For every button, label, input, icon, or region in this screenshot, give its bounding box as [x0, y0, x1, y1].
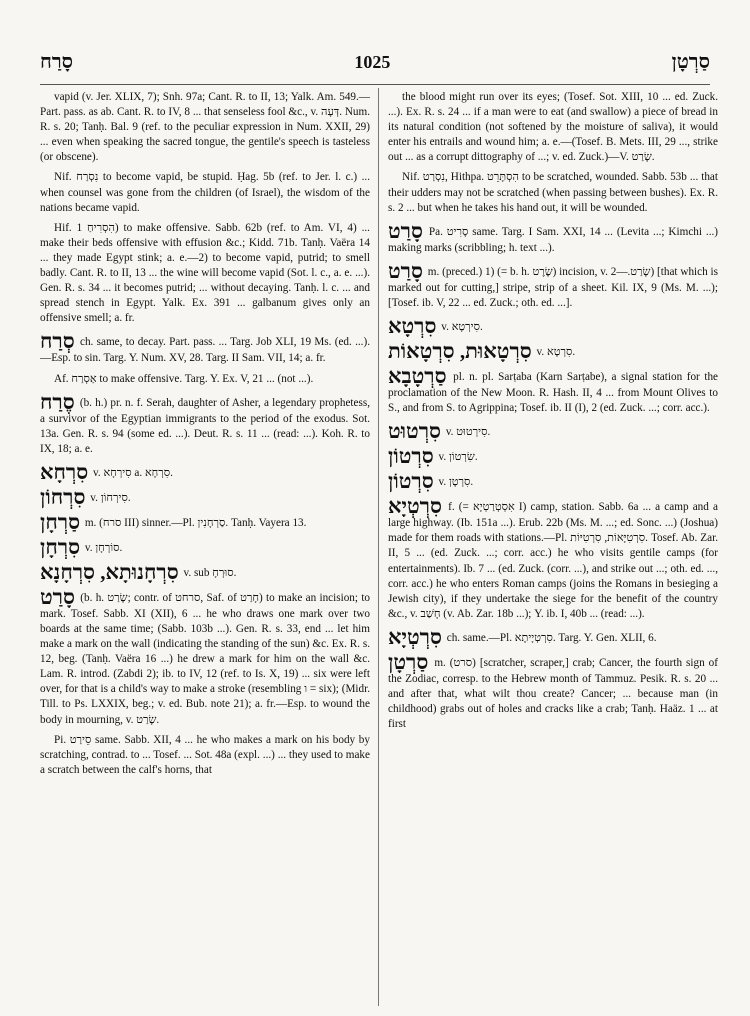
dictionary-entry — [388, 419, 718, 444]
column-divider — [378, 88, 379, 1006]
dictionary-entry — [40, 584, 370, 728]
entry-definition: v. סִירְטוּט. — [445, 426, 491, 439]
dictionary-entry — [388, 444, 718, 469]
entry-definition: f. (= אִסְטְרַטְיָא I) camp, station. Sabb. 6a ... a camp and a large highway. (Ib. 151a ...). Erub. 22b (Ms. M. ...; ed. Sonc. ...) (Joshua) made for them roads with stations.—Pl. סִרְטִיָּאוֹת, סִרְטִיּוֹת. Tosef. Ab. Zar. II, 5 ... (ed. Zuck. ...; corr. acc.) he who visits gentile camps (for entertainments). Ib. 7 ... (ed. Zuck. (corr. ...), and strike out ...; oth. ed. ..., corr. acc.) he who enters Roman camps (joins the Romans in besieging a Jewish city), if they undertake the siege for the benefit of the country &c., v. חָשַׁב (v. Ab. Zar. 18b ...); Y. ib. I, 40b ... (read: ...). — [388, 501, 718, 620]
dictionary-entry — [40, 389, 370, 457]
dictionary-entry — [40, 733, 370, 778]
entry-definition: v. סִירְחָא a. סִרְחָא. — [92, 466, 173, 479]
entry-definition: pl. n. pl. Sarṭaba (Karn Sarṭabe), a signal station for the proclamation of the New Moon. R. Hash. II, 4 ... from Mount Olives to S., and from S. to Agrippina; Tosef. ib. II (I), 2 (ed. Zuck. ...; corr. acc.). — [388, 371, 718, 415]
header-right-word: סַרְטָן — [671, 50, 710, 73]
entry-headword: סִרְחָא — [40, 459, 89, 484]
dictionary-entry — [388, 170, 718, 215]
dictionary-entry — [40, 90, 370, 165]
entry-definition: v. סִרְטָא. — [536, 346, 576, 359]
dictionary-entry — [40, 170, 370, 215]
entry-definition: Nif. נִסְרַט, Hithpa. הִסְתָּרֵט to be scratched, wounded. Sabb. 53b ... that their udders may not be scratched (when passing between bushes). Ex. R. s. 2 ... but when he takes his hand out, it will be wounded. — [388, 171, 718, 214]
entry-headword: סִרְטוֹן — [388, 469, 434, 494]
entry-definition: Pi. סֵירַט same. Sabb. XII, 4 ... he who makes a mark on his body by scratching, contrad. to ... Tosef. ... Sot. 48a (expl. ...) ... they used to make a scratch between the calf's horns, that — [40, 733, 370, 776]
dictionary-entry — [388, 624, 718, 649]
dictionary-entry — [388, 496, 718, 622]
header-rule — [40, 84, 710, 85]
entry-definition: v. sub סוּרְחָ. — [183, 566, 237, 579]
dictionary-entry — [388, 469, 718, 494]
entry-headword: סִרְטָאוּת, סִרְטָאוֹת — [388, 339, 532, 364]
left-column — [40, 90, 370, 1006]
entry-headword: סָרַט — [388, 218, 423, 243]
entry-headword: סִרְטוּט — [388, 419, 442, 444]
entry-headword: סָרַט — [388, 258, 423, 283]
entry-definition: v. סִירְטָא. — [441, 321, 483, 334]
dictionary-entry — [388, 366, 718, 416]
entry-definition: m. (סרח III) sinner.—Pl. סַרְחָנִין. Tanḥ. Vayera 13. — [84, 516, 307, 529]
right-column — [388, 90, 718, 1006]
entry-headword: סִרְטוֹן — [388, 444, 434, 469]
dictionary-entry — [40, 484, 370, 509]
entry-headword: סִרְחוֹן — [40, 484, 86, 509]
dictionary-entry — [388, 339, 718, 364]
entry-definition: v. שִׂרְטוֹן. — [438, 451, 478, 464]
entry-definition: v. סִירְחוֹן. — [90, 491, 131, 504]
dictionary-entry — [40, 372, 370, 387]
dictionary-entry — [40, 559, 370, 584]
dictionary-entry — [40, 534, 370, 559]
entry-definition: the blood might run over its eyes; (Tosef. Sot. XIII, 10 ... ed. Zuck. ...). Ex. R. s. 24 ... if a man were to eat (and swallow) a piece of bread in its natural condition (not softened by the moisture of saliva), it would enter his entrails and wound him; a. e.—(Tosef. B. Mets. III, 29 ..., strike out ... as a corrupt dittography of ...; v. ed. Zuck.)—V. שָׂרַט. — [388, 91, 718, 164]
entry-definition: Pa. סָרִיט same. Targ. I Sam. XXI, 14 ... (Levita ...; Kimchi ...) making marks (scribbling; h. text ...). — [388, 225, 718, 254]
entry-headword: סְרַח — [40, 329, 75, 354]
dictionary-entry — [388, 258, 718, 311]
entry-definition: m. (סרט) [scratcher, scraper,] crab; Cancer, the fourth sign of the Zodiac, corresp. to the Hebrew month of Tammuz. Pesik. R. s. 20 ... and after that, what wilt thou create? Cancer; ... because man (in childhood) grabs out of holes and cracks like a crab; Tanḥ. Haäz. 1 ... at first — [388, 656, 718, 731]
entry-definition: m. (preced.) 1) (= b. h. שֶׂרֶט) incision, v. שָׂרַט.—2) [that which is marked out for cutting,] stripe, strip of a sheet. Kil. IX, 9 (Ms. M. ...); [Tosef. ib. V, 22 ... ed. Zuck.; oth. ed. ...]. — [388, 265, 718, 309]
entry-headword: סִרְחָנוּתָא, סִרְחָנָא — [40, 559, 179, 584]
entry-headword: סֶרַח — [40, 389, 75, 414]
entry-headword: סַרְטָן — [388, 649, 429, 674]
entry-definition: v. סִרְטָן. — [438, 476, 474, 489]
entry-headword: סִרְטְיָא — [388, 624, 442, 649]
dictionary-entry — [40, 509, 370, 534]
entry-definition: ch. same.—Pl. סִרְטְיָיתָא. Targ. Y. Gen. XLII, 6. — [446, 631, 657, 644]
entry-definition: Af. אַסְרַח to make offensive. Targ. Y. Ex. V, 21 ... (not ...). — [54, 372, 314, 385]
header-left-word: סָרַח — [40, 50, 74, 73]
page-number: 1025 — [354, 51, 391, 72]
entry-definition: vapid (v. Jer. XLIX, 7); Snh. 97a; Cant. R. to II, 13; Yalk. Am. 549.—Part. pass. as ab. Cant. R. to IV, 8 ... that senseless fool &c., v. דְּעָה. Num. R. s. 20; Tanḥ. Bal. 9 (ref. to the peculiar expression in Num. XXII, 29) ... even when speaking the sacred tongue, the gentile's speech is tasteless (or obscene). — [40, 91, 370, 164]
dictionary-entry — [40, 331, 370, 366]
dictionary-entry — [40, 459, 370, 484]
dictionary-entry — [388, 649, 718, 732]
entry-definition: v. סוֹרְחָן. — [84, 541, 123, 554]
dictionary-entry — [40, 221, 370, 327]
entry-headword: סִרְחָן — [40, 534, 81, 559]
dictionary-entry — [388, 218, 718, 256]
entry-definition: Hif. הִסְרִיחַ 1) to make offensive. Sabb. 62b (ref. to Am. VI, 4) ... make their beds offensive with effusion &c.; Kidd. 71b. Tanḥ. Vaëra 14 ... they made Egypt stink; a. e.—2) to become vapid, putrid; to smell badly. Cant. R. to II, 13 ... the wine will become vapid (Sot. l. c., a. e. ...). Gen. R. s. 34 ... it becomes putrid; ... without decaying. Tanḥ. l. c. ... and spread stench in Egypt. Yalk. Ex. 391 ... galbanum gives only an offensive smell; a. fr. — [40, 221, 370, 325]
dictionary-entry — [388, 314, 718, 339]
entry-headword: סַרְחָן — [40, 509, 81, 534]
entry-definition: ch. same, to decay. Part. pass. ... Targ. Job XLI, 19 Ms. (ed. ...).—Esp. to sin. Targ. Y. Num. XV, 28. Targ. II Sam. VII, 14; a. fr. — [40, 336, 370, 365]
entry-definition: (b. h.) pr. n. f. Serah, daughter of Asher, a legendary prophetess, a survivor of the Egyptian immigrants to the period of the exodus. Sot. 13a. Gen. R. s. 94 (some ed. ...). Deut. R. s. 11 ... (read: ...). Koh. R. to IX, 18; a. e. — [40, 396, 370, 455]
entry-definition: Nif. נִסְרַח to become vapid, be stupid. Ḥag. 5b (ref. to Jer. l. c.) ... when counsel was gone from the children (of Israel), the wisdom of the nations became vapid. — [40, 171, 370, 214]
entry-headword: סִרְטָא — [388, 314, 437, 339]
dictionary-entry — [388, 90, 718, 165]
running-header — [40, 48, 710, 76]
entry-definition: (b. h. שָׂרַט; contr. of סרחט, Saf. of חָרַט) to make an incision; to mark. Tosef. Sabb. XI (XII), 6 ... he who draws one mark over two boards at the same time; (Sabb. 103b ...). Gen. R. s. 33, end ... let him make a mark on the wall (indicating the standing of the sun) &c. Ex. R. s. 12, beg. (Tanḥ. Vaëra 16 ...) he drew a mark for him on the wall &c. Lam. R. introd. (Zabdi 2); ib. to IV, 12 (ref. to Is. X, 19) ... six were left over, for that is a child's way to make a stroke (resembling ו = six); (Midr. Till. to Ps. LXXIX, beg.; v. ed. Bub. note 21); a. fr.—Esp. to wound the body in mourning, v. שָׂרַט. — [40, 591, 370, 726]
entry-headword: סִרְטְיָא — [388, 494, 442, 519]
entry-headword: סַרְטָבָא — [388, 364, 447, 389]
entry-headword: סָרַט — [40, 584, 75, 609]
